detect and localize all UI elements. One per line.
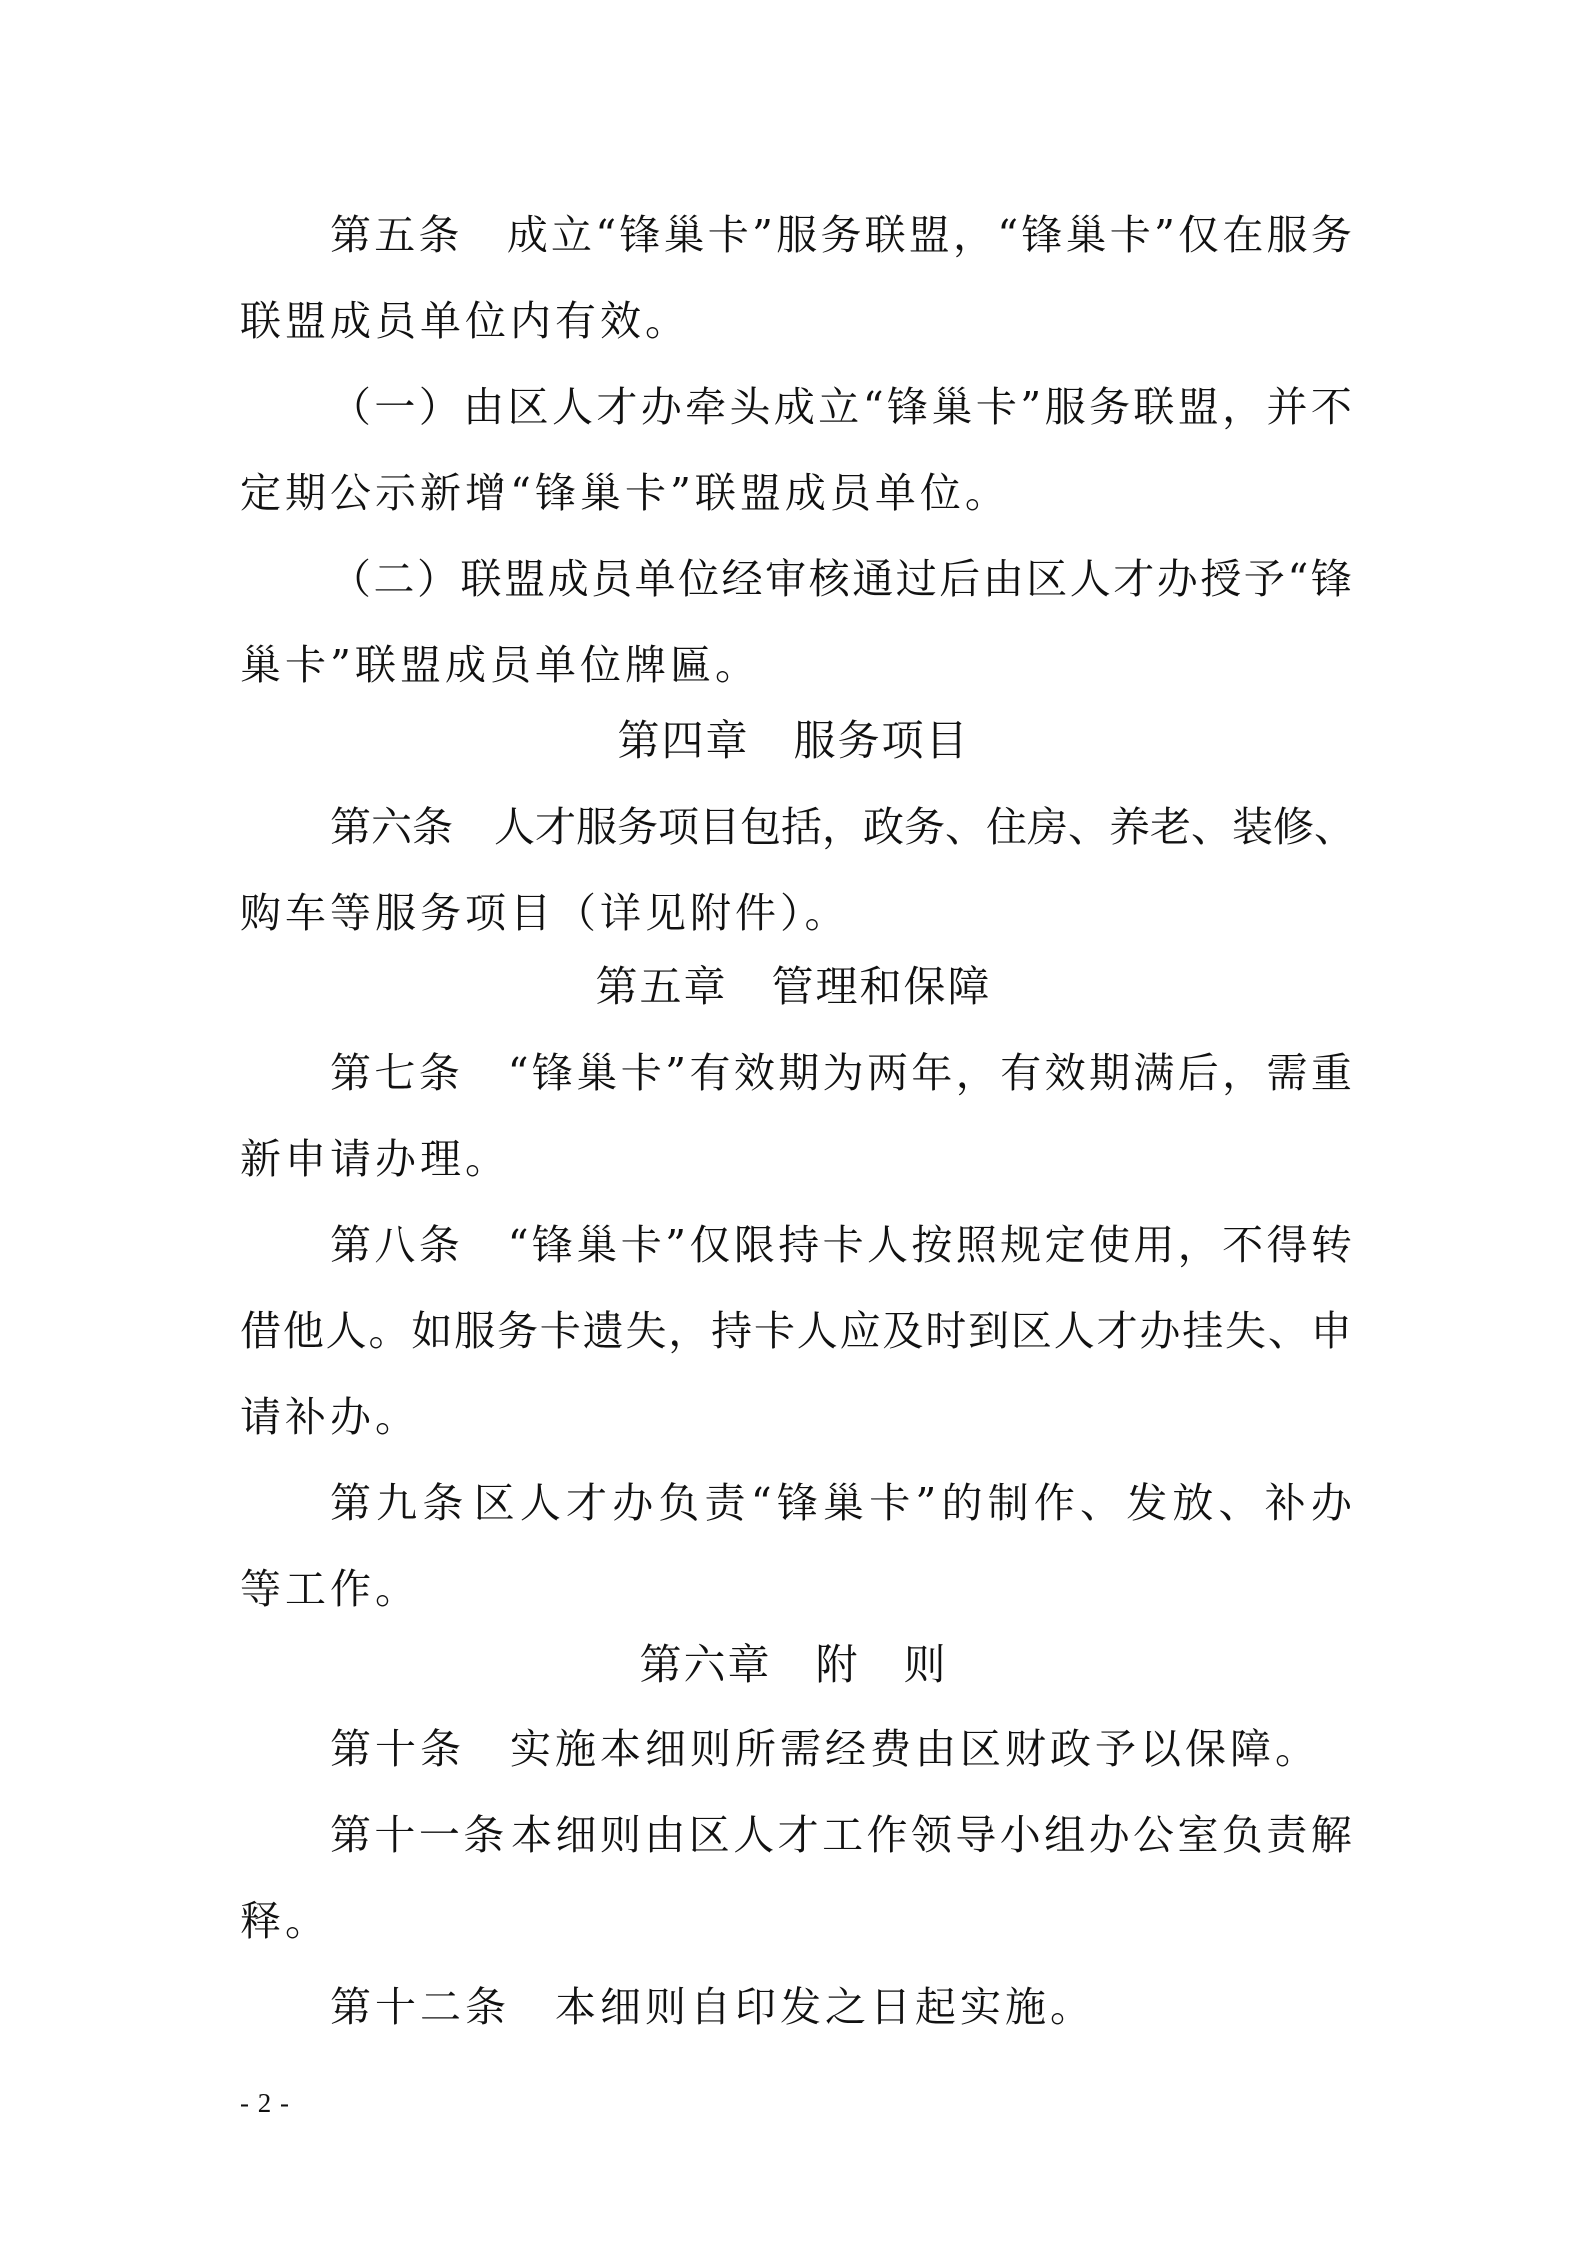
- article-5-line-2: [240, 292, 690, 350]
- chapter-6-heading: 第六章 附 则: [639, 1640, 948, 1689]
- article-9-line-2-text: 等工作。: [240, 1565, 420, 1613]
- article-7-line-2-text: 新申请办理。: [240, 1135, 510, 1183]
- article-12-line: [330, 1978, 1095, 2036]
- article-8-line-2: 借 他 人 。 如 服 务 卡 遗 失 ， 持 卡 人 应 及 时 到 区 人 才 办 挂 失 、 申: [240, 1307, 1352, 1355]
- article-5-item-2-line-1: （ 二 ） 联 盟 成 员 单 位 经 审 核 通 过 后 由 区 人 才 办 授 予 “ 锋: [330, 555, 1352, 603]
- article-6-line-2: [240, 884, 850, 942]
- article-5-item-1-line-2: [240, 464, 1010, 522]
- article-8-line-3: [240, 1388, 420, 1446]
- article-5-line-1: 第 五 条 成 立 “ 锋 巢 卡 ” 服 务 联 盟 ， “ 锋 巢 卡 ” 仅 在 服 务: [330, 211, 1352, 259]
- article-5-item-1-line-2-text: 定期公示新增“锋巢卡”联盟成员单位。: [240, 469, 1010, 517]
- article-5-item-2-line-2: [240, 636, 760, 694]
- article-5-item-2-line-2-text: 巢卡”联盟成员单位牌匾。: [240, 641, 760, 689]
- article-7-line-1: 第 七 条 “ 锋 巢 卡 ” 有 效 期 为 两 年 ， 有 效 期 满 后 ， 需 重: [330, 1049, 1352, 1097]
- article-7-line-2: [240, 1130, 510, 1188]
- article-6-line-2-text: 购车等服务项目（详见附件）。: [240, 889, 850, 937]
- chapter-5-heading: 第五章 管理和保障: [595, 962, 992, 1011]
- article-9-line-1: 第 九 条 区 人 才 办 负 责 “ 锋 巢 卡 ” 的 制 作 、 发 放 、 补 办: [330, 1479, 1352, 1527]
- article-5-line-2-text: 联盟成员单位内有效。: [240, 297, 690, 345]
- article-9-line-2: [240, 1560, 420, 1618]
- article-8-line-1: 第 八 条 “ 锋 巢 卡 ” 仅 限 持 卡 人 按 照 规 定 使 用 ， 不 得 转: [330, 1221, 1352, 1269]
- article-12-line-text: 第十二条 本细则自印发之日起实施。: [330, 1983, 1095, 2031]
- article-11-line-2-text: 释。: [240, 1897, 330, 1945]
- article-11-line-2: [240, 1892, 330, 1950]
- chapter-4-heading: 第四章 服务项目: [617, 716, 970, 765]
- article-10-line: [330, 1720, 1320, 1778]
- page-number: - 2 -: [240, 2088, 290, 2118]
- article-5-item-1-line-1: （ 一 ） 由 区 人 才 办 牵 头 成 立 “ 锋 巢 卡 ” 服 务 联 盟 ， 并 不: [330, 383, 1352, 431]
- article-10-line-text: 第十条 实施本细则所需经费由区财政予以保障。: [330, 1725, 1320, 1773]
- article-8-line-3-text: 请补办。: [240, 1393, 420, 1441]
- article-6-line-1: 第 六 条 人 才 服 务 项 目 包 括 ， 政 务 、 住 房 、 养 老 、 装 修 、: [330, 803, 1355, 851]
- article-11-line-1: 第 十 一 条 本 细 则 由 区 人 才 工 作 领 导 小 组 办 公 室 负 责 解: [330, 1811, 1352, 1859]
